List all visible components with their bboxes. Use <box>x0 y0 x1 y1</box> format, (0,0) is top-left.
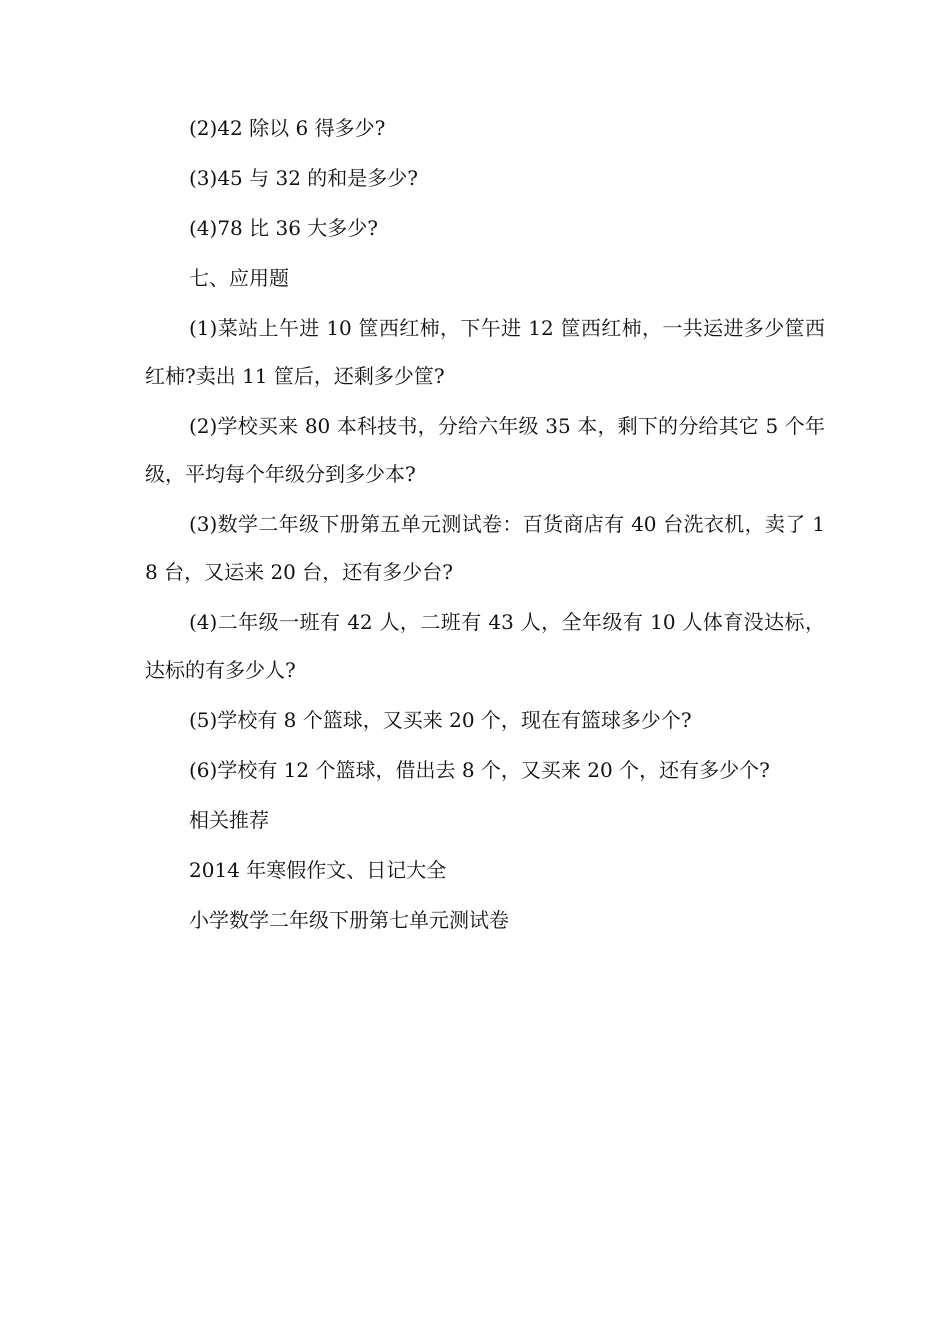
document-body <box>145 116 825 958</box>
word-problem-paragraph: (6)学校有 12 个篮球，借出去 8 个，又买来 20 个，还有多少个? <box>189 758 770 782</box>
question-paragraph: (3)45 与 32 的和是多少? <box>189 166 419 190</box>
word-problem-paragraph: (1)菜站上午进 10 筐西红柿，下午进 12 筐西红柿，一共运进多少筐西红柿?卖出 11 筐后，还剩多少筐? <box>145 316 825 388</box>
related-heading: 相关推荐 <box>189 808 269 832</box>
related-link[interactable]: 2014 年寒假作文、日记大全 <box>189 858 447 882</box>
section-heading: 七、应用题 <box>189 266 289 290</box>
question-paragraph: (4)78 比 36 大多少? <box>189 216 379 240</box>
word-problem-paragraph: (2)学校买来 80 本科技书，分给六年级 35 本，剩下的分给其它 5 个年级，平均每个年级分到多少本? <box>145 414 825 486</box>
question-paragraph: (2)42 除以 6 得多少? <box>189 116 386 140</box>
related-link[interactable]: 小学数学二年级下册第七单元测试卷 <box>189 908 509 932</box>
word-problem-paragraph: (4)二年级一班有 42 人，二班有 43 人，全年级有 10 人体育没达标，达标的有多少人? <box>145 610 825 682</box>
word-problem-paragraph: (3)数学二年级下册第五单元测试卷：百货商店有 40 台洗衣机，卖了 18 台，又运来 20 台，还有多少台? <box>145 512 825 584</box>
word-problem-paragraph: (5)学校有 8 个篮球，又买来 20 个，现在有篮球多少个? <box>189 708 692 732</box>
